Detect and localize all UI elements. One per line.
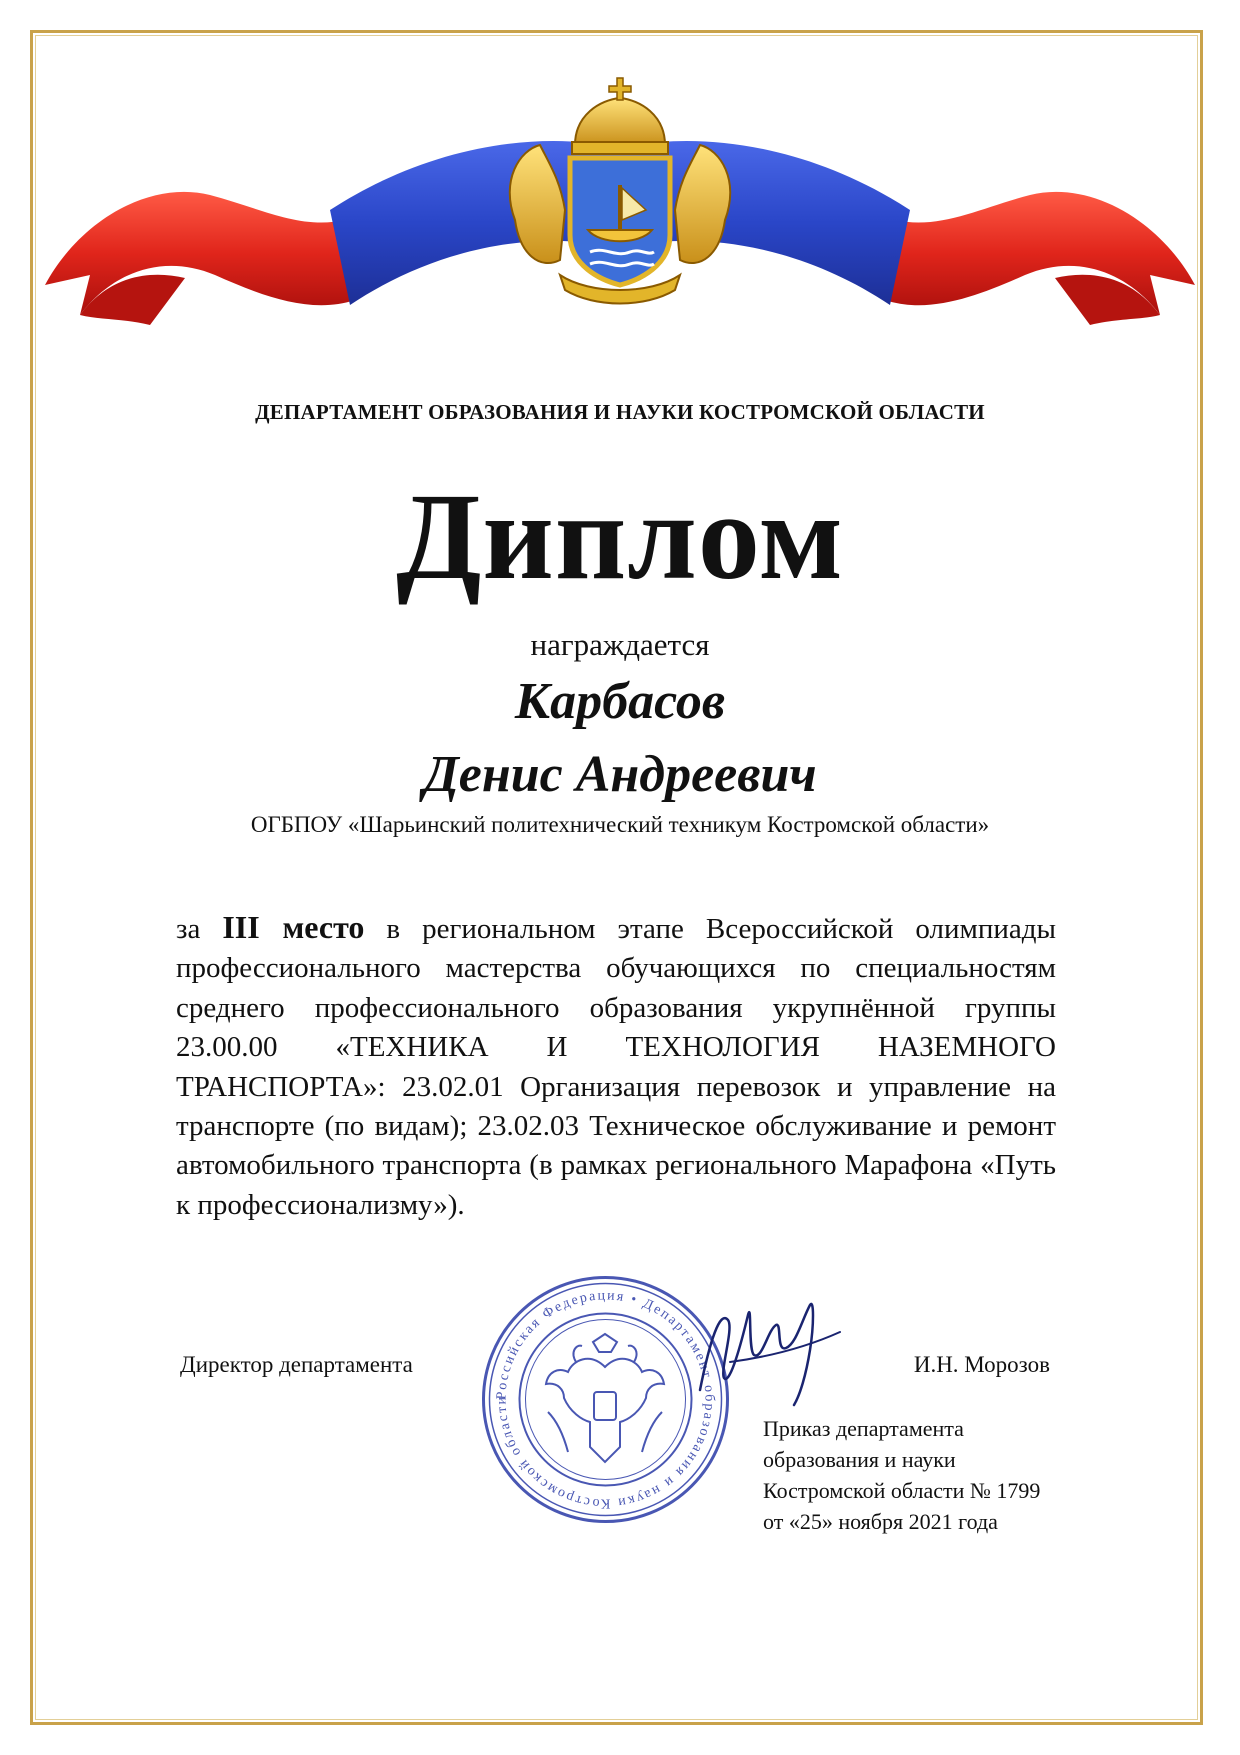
order-line-1: Приказ департамента — [763, 1416, 964, 1441]
seal-text: Российская Федерация • Департамент образования и науки Костромской области — [494, 1288, 717, 1511]
eagle-emblem-icon — [546, 1334, 664, 1462]
director-position: Директор департамента — [180, 1352, 413, 1377]
order-reference — [763, 1413, 1040, 1537]
award-prefix: за — [176, 913, 201, 945]
director-name: И.Н. Морозов — [913, 1352, 1050, 1377]
flag-ribbon-banner — [0, 70, 1240, 370]
award-place: III место — [222, 909, 365, 945]
red-ribbon-left — [45, 192, 355, 325]
recipient-organization: ОГБПОУ «Шарьинский политехнический техникум Костромской области» — [250, 812, 990, 837]
department-heading: ДЕПАРТАМЕНТ ОБРАЗОВАНИЯ И НАУКИ КОСТРОМСКОЙ ОБЛАСТИ — [255, 400, 985, 424]
order-line-2: образования и науки — [763, 1447, 956, 1472]
diploma-title: Диплом — [396, 468, 844, 605]
handwritten-signature-icon — [690, 1280, 850, 1410]
recipient-surname: Карбасов — [514, 673, 726, 730]
red-ribbon-right — [885, 192, 1195, 325]
award-text: в региональном этапе Всероссийской олимпиады профессионального мастерства обучающихся по специальностям среднего профессионального образования укрупнённой группы 23.00.00 «ТЕХНИКА И ТЕХНОЛОГИЯ НАЗЕМНОГО ТРАНСПОРТА»: 23.02.01 Организация перевозок и управление на транспорте (по видам); 23.02.03 Техническое обслуживание и ремонт автомобильного транспорта (в рамках регионального Марафона «Путь к профессионализму»). — [176, 913, 1056, 1221]
award-description — [176, 908, 1056, 1225]
recipient-given-names: Денис Андреевич — [423, 746, 817, 803]
awarded-label: награждается — [530, 627, 710, 662]
order-line-4: от «25» ноября 2021 года — [763, 1509, 998, 1534]
kostroma-coat-of-arms-icon — [510, 78, 730, 304]
order-line-3: Костромской области № 1799 — [763, 1478, 1041, 1503]
svg-text:Российская Федерация • Департа — [494, 1288, 716, 1510]
